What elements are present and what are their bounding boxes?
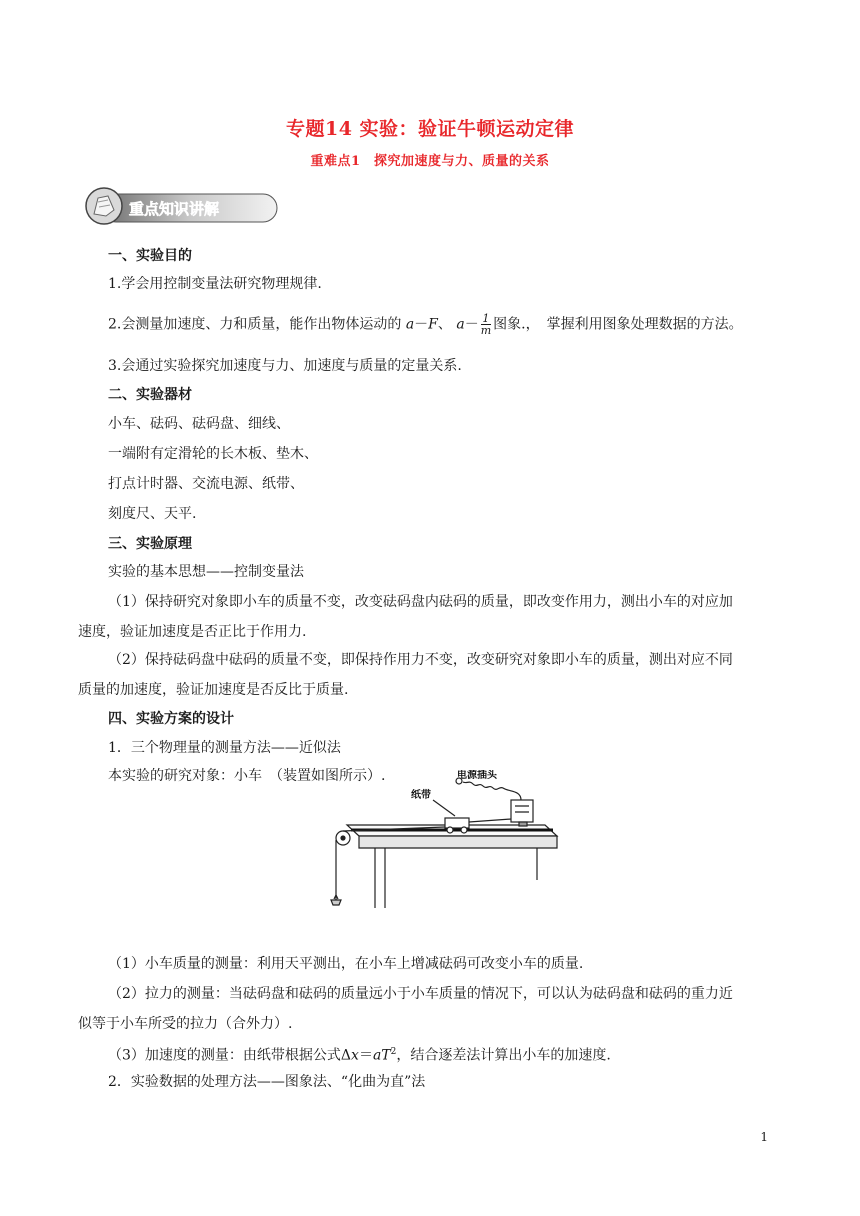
text-run: 、 bbox=[437, 316, 452, 333]
text-run: ，结合逐差法计算出小车的加速度. bbox=[396, 1047, 611, 1064]
paragraph: （1）小车质量的测量：利用天平测出，在小车上增减砝码可改变小车的质量. bbox=[108, 956, 584, 972]
paragraph: 小车、砝码、砝码盘、细线、 bbox=[108, 416, 290, 432]
text-run: 图象.， 掌握利用图象处理数据的方法。 bbox=[493, 316, 743, 333]
paragraph: 打点计时器、交流电源、纸带、 bbox=[108, 476, 304, 492]
section-heading: 三、实验原理 bbox=[108, 536, 192, 552]
paragraph: 本实验的研究对象：小车 （装置如图所示）. bbox=[108, 768, 386, 784]
paragraph: 质量的加速度，验证加速度是否反比于质量. bbox=[78, 682, 349, 698]
paragraph: （2）保持砝码盘中砝码的质量不变，即保持作用力不变，改变研究对象即小车的质量，测出对应不同 bbox=[108, 652, 733, 668]
text-run: （3）加速度的测量：由纸带根据公式Δ bbox=[108, 1047, 352, 1064]
fraction-denominator: m bbox=[480, 324, 492, 337]
section-heading: 二、实验器材 bbox=[108, 387, 192, 403]
paragraph: 似等于小车所受的拉力（合外力）. bbox=[78, 1016, 293, 1032]
paragraph: （1）保持研究对象即小车的质量不变，改变砝码盘内砝码的质量，即改变作用力，测出小车的对应加 bbox=[108, 594, 733, 610]
paragraph: （2）拉力的测量：当砝码盘和砝码的质量远小于小车质量的情况下，可以认为砝码盘和砝码的重力近 bbox=[108, 986, 733, 1002]
fraction-numerator: 1 bbox=[482, 312, 490, 325]
math-symbol: a bbox=[405, 316, 415, 333]
math-symbol: － bbox=[464, 316, 479, 333]
section-heading: 一、实验目的 bbox=[108, 248, 192, 264]
page-title: 专题14 实验：验证牛顿运动定律 bbox=[285, 118, 575, 140]
page-subtitle: 重难点1 探究加速度与力、质量的关系 bbox=[310, 154, 550, 169]
math-symbol: F bbox=[428, 316, 438, 333]
paragraph: 2．实验数据的处理方法——图象法、“化曲为直”法 bbox=[108, 1074, 426, 1090]
figure-label-power-plug: 电源插头 bbox=[457, 770, 497, 781]
paragraph: 3.会通过实验探究加速度与力、加速度与质量的定量关系. bbox=[108, 358, 462, 374]
math-exponent: 2 bbox=[390, 1047, 397, 1057]
math-symbol: T bbox=[381, 1047, 391, 1064]
figure-label-paper-tape: 纸带 bbox=[411, 790, 431, 801]
text-run: 2.会测量加速度、力和质量，能作出物体运动的 bbox=[108, 316, 402, 333]
key-knowledge-banner bbox=[84, 186, 279, 226]
banner-label: 重点知识讲解 bbox=[129, 200, 220, 218]
paragraph: 1.学会用控制变量法研究物理规律. bbox=[108, 276, 322, 292]
math-symbol: － bbox=[414, 316, 429, 333]
paragraph: 1．三个物理量的测量方法——近似法 bbox=[108, 740, 341, 756]
paragraph: 实验的基本思想——控制变量法 bbox=[108, 564, 304, 580]
math-symbol: ＝ bbox=[358, 1047, 373, 1064]
section-heading: 四、实验方案的设计 bbox=[108, 711, 234, 727]
paragraph-with-formula bbox=[108, 313, 743, 336]
page-number: 1 bbox=[760, 1130, 768, 1144]
apparatus-figure bbox=[325, 770, 565, 912]
math-symbol: x bbox=[351, 1047, 359, 1064]
paragraph: 刻度尺、天平. bbox=[108, 506, 197, 522]
math-symbol: a bbox=[456, 316, 465, 333]
math-symbol: a bbox=[372, 1047, 382, 1064]
paragraph: 速度，验证加速度是否正比于作用力. bbox=[78, 624, 307, 640]
fraction bbox=[481, 313, 491, 336]
paragraph-with-formula bbox=[108, 1042, 611, 1066]
paragraph: 一端附有定滑轮的长木板、垫木、 bbox=[108, 446, 318, 462]
